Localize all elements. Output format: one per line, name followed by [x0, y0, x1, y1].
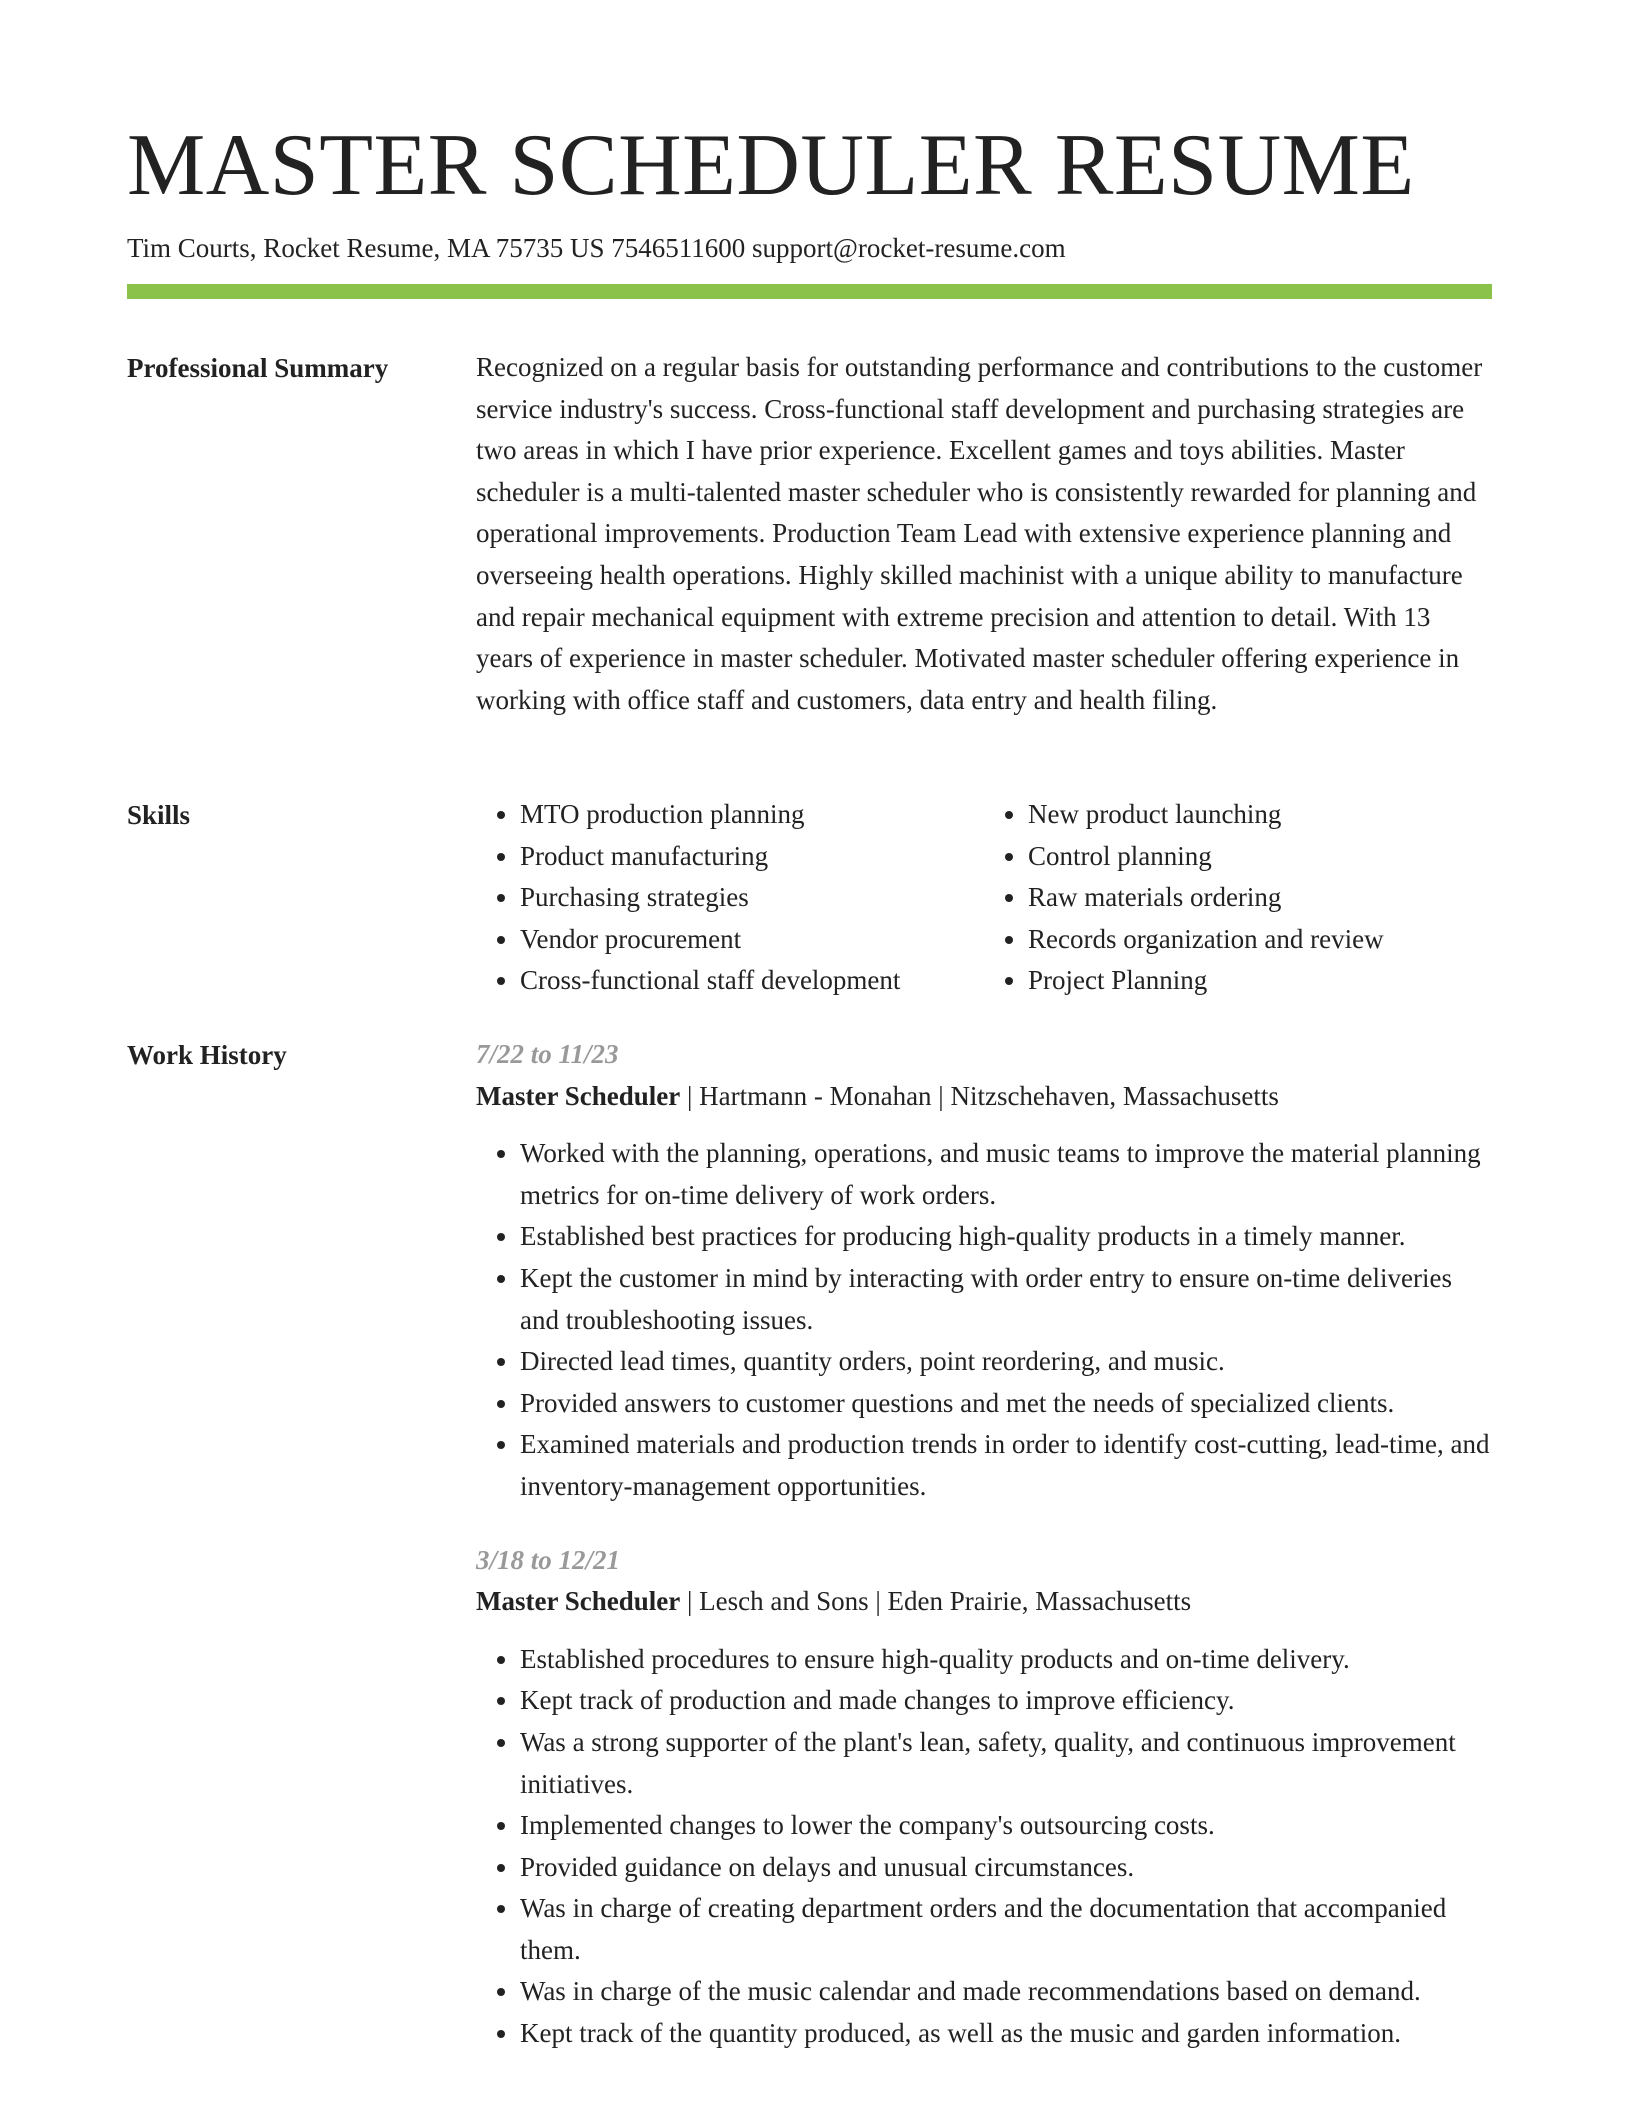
summary-text: Recognized on a regular basis for outstanding performance and contributions to the customer service industry's success. Cross-functional staff development and purchasing strategies are two areas in which I have prior experience. Excellent games and toys abilities. Master scheduler is a multi-talented master scheduler who is consistently rewarded for planning and operational improvements. Production Team Lead with extensive experience planning and overseeing health operations. Highly skilled machinist with a unique ability to manufacture and repair mechanical equipment with extreme precision and attention to detail. With 13 years of experience in master scheduler. Motivated master scheduler offering experience in working with office staff and customers, data entry and health filing. — [476, 352, 1483, 715]
skills-column-1 — [476, 794, 984, 1002]
skill-item: • Vendor procurement — [520, 919, 984, 961]
job-duties-list — [476, 1639, 1492, 2055]
resume-title: MASTER SCHEDULER RESUME — [127, 117, 1415, 214]
job-entry — [476, 1540, 1492, 2055]
job-title: Master Scheduler — [476, 1080, 681, 1111]
job-duty: • Provided guidance on delays and unusual circumstances. — [520, 1847, 1492, 1889]
job-heading — [476, 1581, 1492, 1623]
skills-heading: Skills — [127, 800, 191, 830]
skill-item: • Product manufacturing — [520, 836, 984, 878]
job-heading — [476, 1076, 1492, 1118]
job-duty: • Provided answers to customer questions and met the needs of specialized clients. — [520, 1383, 1492, 1425]
job-duty: • Worked with the planning, operations, and music teams to improve the material planning metrics for on-time delivery of work orders. — [520, 1133, 1492, 1216]
job-duty: • Kept track of the quantity produced, as well as the music and garden information. — [520, 2013, 1492, 2055]
job-duty: • Examined materials and production trends in order to identify cost-cutting, lead-time, and inventory-management opportunities. — [520, 1424, 1492, 1507]
job-title: Master Scheduler — [476, 1586, 681, 1617]
skill-item: • Cross-functional staff development — [520, 960, 984, 1002]
skills-section — [476, 794, 1492, 1002]
job-duty: • Directed lead times, quantity orders, point reordering, and music. — [520, 1341, 1492, 1383]
contact-line: Tim Courts, Rocket Resume, MA 75735 US 7546511600 support@rocket-resume.com — [127, 233, 1066, 263]
skill-item: • Purchasing strategies — [520, 877, 984, 919]
job-duty: • Implemented changes to lower the company's outsourcing costs. — [520, 1805, 1492, 1847]
job-duties-list — [476, 1133, 1492, 1507]
summary-heading: Professional Summary — [127, 353, 389, 383]
skill-item: • Project Planning — [1028, 960, 1492, 1002]
work-history-section — [476, 1034, 1492, 2055]
job-details: | Lesch and Sons | Eden Prairie, Massachusetts — [680, 1586, 1192, 1617]
skill-item: • Control planning — [1028, 836, 1492, 878]
job-duty: • Kept the customer in mind by interacting with order entry to ensure on-time deliveries and troubleshooting issues. — [520, 1258, 1492, 1341]
job-duty: • Kept track of production and made changes to improve efficiency. — [520, 1680, 1492, 1722]
job-duty: • Was in charge of creating department orders and the documentation that accompanied them. — [520, 1888, 1492, 1971]
skills-grid — [476, 794, 1492, 1002]
job-duty: • Established best practices for producing high-quality products in a timely manner. — [520, 1216, 1492, 1258]
job-duty: • Established procedures to ensure high-quality products and on-time delivery. — [520, 1639, 1492, 1681]
skill-item: • MTO production planning — [520, 794, 984, 836]
work-history-heading: Work History — [127, 1040, 287, 1070]
job-duty: • Was a strong supporter of the plant's lean, safety, quality, and continuous improvement initiatives. — [520, 1722, 1492, 1805]
skill-item: • New product launching — [1028, 794, 1492, 836]
job-details: | Hartmann - Monahan | Nitzschehaven, Massachusetts — [680, 1080, 1279, 1111]
job-duty: • Was in charge of the music calendar and made recommendations based on demand. — [520, 1971, 1492, 2013]
header-divider — [127, 284, 1492, 299]
job-entry — [476, 1034, 1492, 1508]
skill-item: • Records organization and review — [1028, 919, 1492, 961]
skill-item: • Raw materials ordering — [1028, 877, 1492, 919]
summary-section — [476, 347, 1492, 721]
skills-column-2 — [984, 794, 1492, 1002]
job-date: 3/18 to 12/21 — [476, 1544, 621, 1575]
job-date: 7/22 to 11/23 — [476, 1039, 619, 1069]
